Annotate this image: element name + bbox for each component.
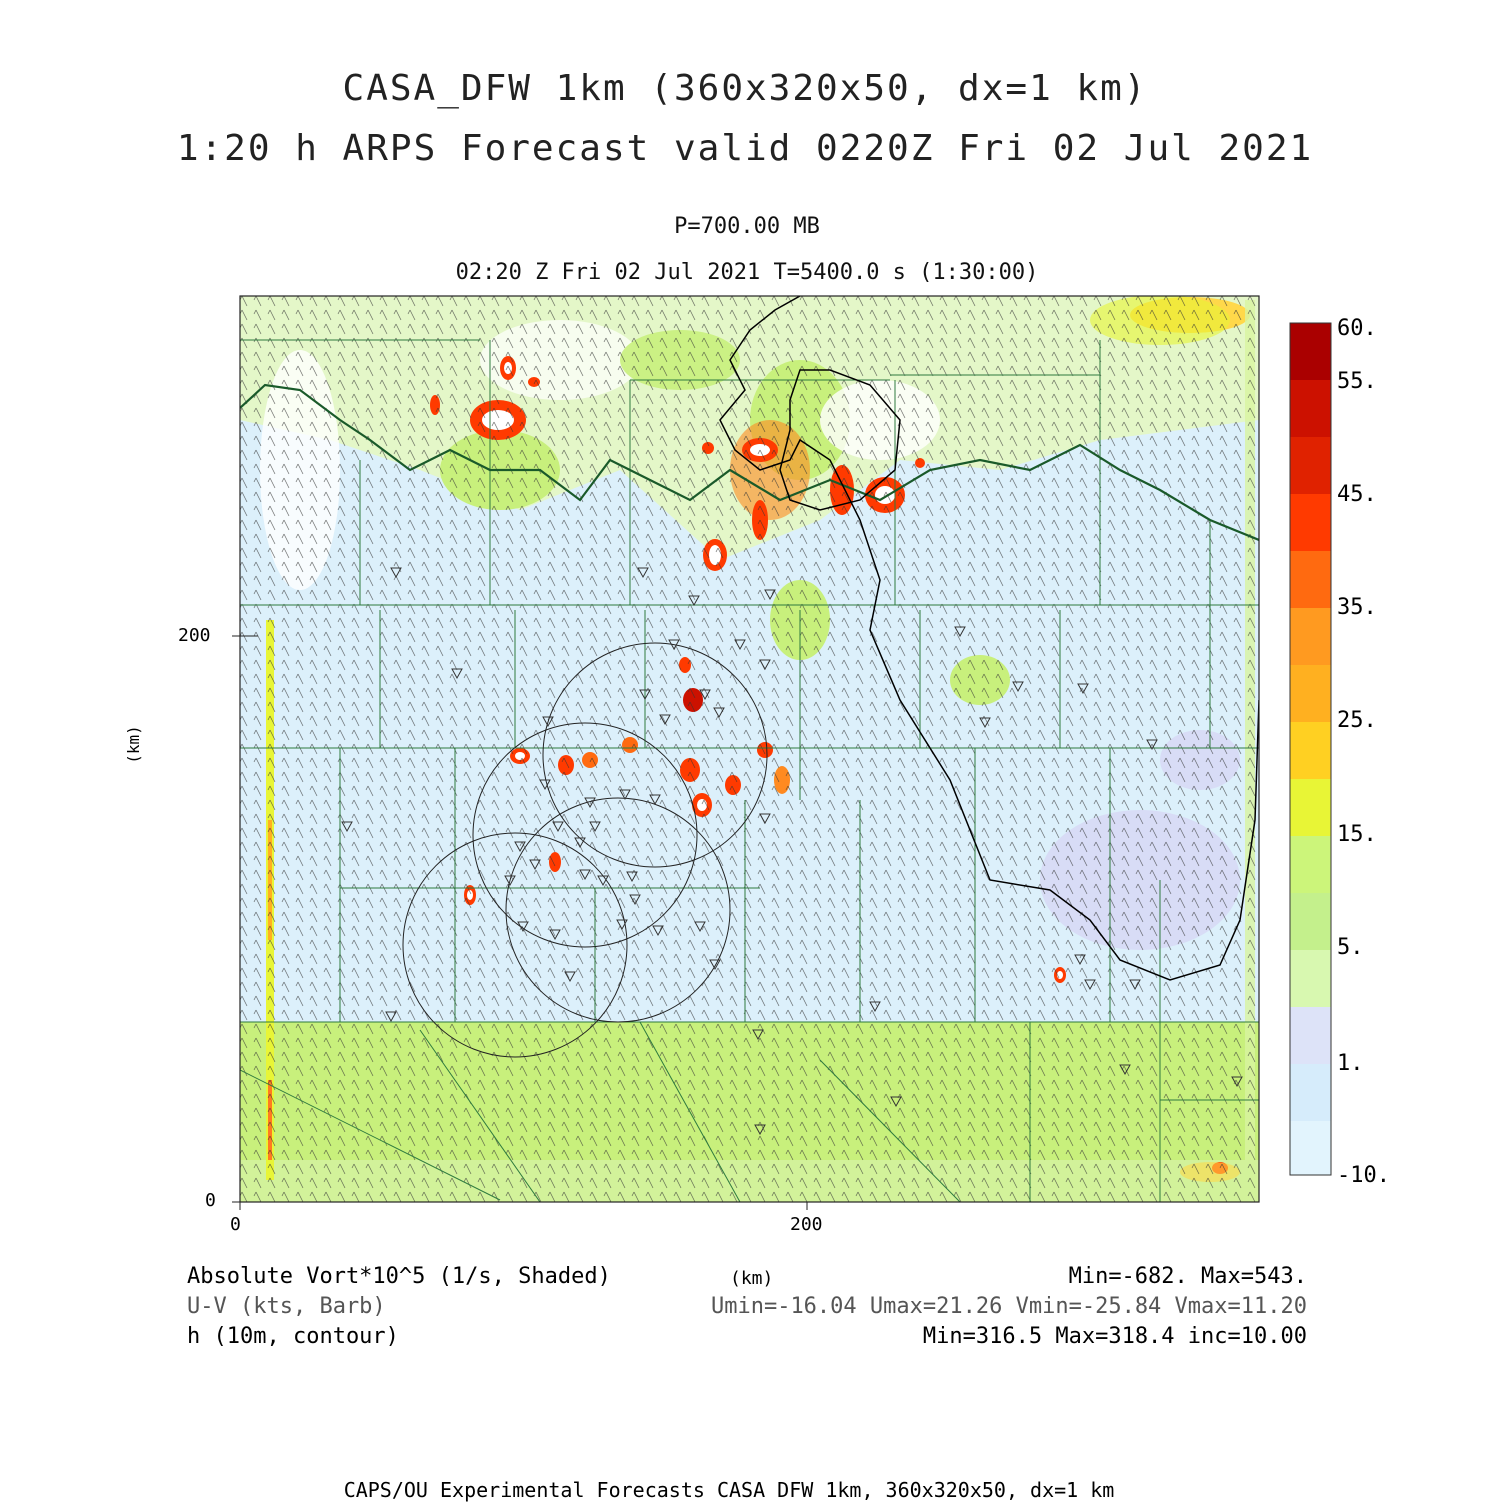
footer-credit: CAPS/OU Experimental Forecasts CASA DFW 1km, 360x320x50, dx=1 km [343, 1478, 1115, 1502]
field1-name: Absolute Vort*10^5 (1/s, Shaded) [187, 1264, 611, 1289]
x-axis-label: (km) [730, 1268, 774, 1289]
field1-stats: Min=-682. Max=543. [1068, 1264, 1307, 1289]
field3-name: h (10m, contour) [187, 1324, 399, 1349]
wind-barbs [240, 296, 1259, 1202]
colorbar-label: 5. [1337, 935, 1364, 960]
colorbar-label: 45. [1337, 482, 1377, 507]
title-line-2: 1:20 h ARPS Forecast valid 0220Z Fri 02 Jul 2021 [176, 128, 1314, 169]
colorbar-label: 1. [1337, 1051, 1364, 1076]
time-label: 02:20 Z Fri 02 Jul 2021 T=5400.0 s (1:30:00) [455, 260, 1039, 285]
colorbar-label: 15. [1337, 822, 1377, 847]
field3-stats: Min=316.5 Max=318.4 inc=10.00 [922, 1324, 1307, 1349]
y-tick-200: 200 [178, 625, 211, 646]
title-line-1: CASA_DFW 1km (360x320x50, dx=1 km) [342, 68, 1148, 109]
level-label: P=700.00 MB [674, 214, 820, 239]
field2-name: U-V (kts, Barb) [187, 1294, 386, 1319]
y-tick-0: 0 [205, 1190, 216, 1211]
colorbar-label: -10. [1337, 1163, 1390, 1188]
x-tick-200: 200 [790, 1214, 823, 1235]
colorbar-label: 60. [1337, 316, 1377, 341]
vorticity-field [240, 295, 1259, 1202]
x-tick-0: 0 [230, 1214, 241, 1235]
field2-stats: Umin=-16.04 Umax=21.26 Vmin=-25.84 Vmax=11.20 [710, 1294, 1307, 1319]
colorbar-label: 35. [1337, 595, 1377, 620]
y-axis-label: (km) [123, 725, 143, 764]
colorbar-label: 25. [1337, 708, 1377, 733]
colorbar [1290, 323, 1331, 1175]
colorbar-label: 55. [1337, 369, 1377, 394]
